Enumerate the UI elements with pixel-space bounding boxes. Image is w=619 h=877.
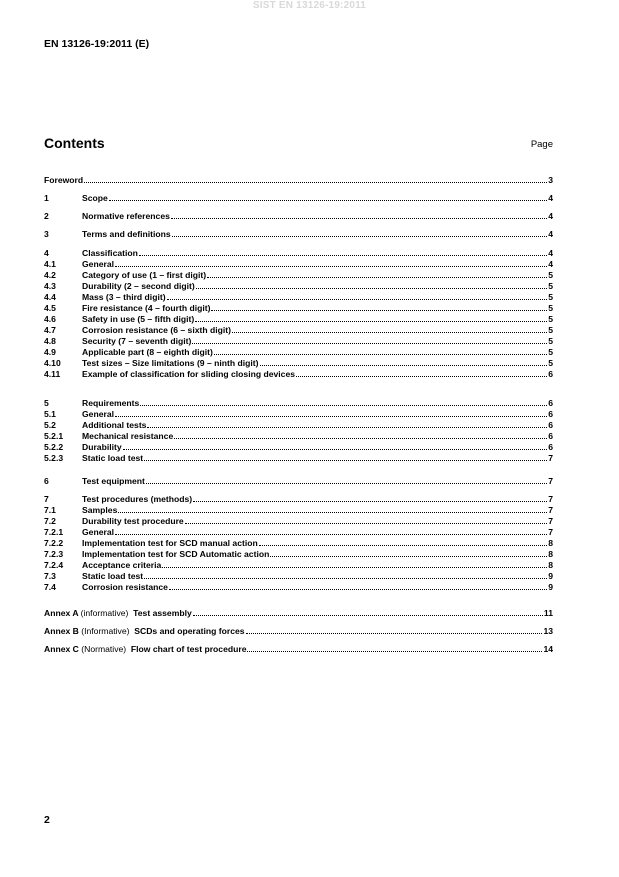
toc-entry-page: 8 [548,560,553,570]
toc-dot-leader [192,336,547,344]
toc-entry-page: 11 [543,608,553,618]
annex-title-group[interactable] [44,608,192,619]
toc-entry[interactable] [44,281,553,292]
toc-entry-page: 9 [548,582,553,592]
toc-entry-page: 6 [548,420,553,430]
toc-dot-leader [193,494,547,502]
toc-entry-number: 7.2.4 [44,560,64,570]
toc-entry-number: 4.4 [44,292,56,302]
toc-entry-number: 5 [44,398,49,408]
toc-dot-leader [260,358,548,366]
toc-entry-page: 4 [548,248,553,258]
toc-entry-title[interactable]: Durability (2 – second digit) [82,281,195,291]
toc-entry[interactable] [44,409,553,420]
toc-entry[interactable] [44,292,553,303]
toc-dot-leader [193,608,543,616]
toc-entry-number: 5.2.1 [44,431,64,441]
toc-dot-leader [115,259,547,267]
toc-entry-page: 5 [548,358,553,368]
toc-dot-leader [259,538,548,546]
toc-entry-title[interactable]: General [82,527,115,537]
toc-dot-leader [144,453,547,461]
toc-entry-title[interactable]: Additional tests [82,420,147,430]
toc-dot-leader [115,409,547,417]
toc-entry-title[interactable]: Mass (3 – third digit) [82,292,166,302]
toc-dot-leader [118,505,547,513]
toc-entry[interactable] [44,571,553,582]
toc-entry-page: 5 [548,303,553,313]
toc-dot-leader [246,626,543,634]
toc-dot-leader [196,281,548,289]
toc-entry[interactable] [44,336,553,347]
annex-title: SCDs and operating forces [134,626,245,636]
toc-entry[interactable] [44,582,553,593]
toc-entry-title[interactable]: Acceptance criteria [82,560,162,570]
toc-entry-number: 4.3 [44,281,56,291]
toc-entry-page: 5 [548,270,553,280]
toc-entry-number: 4.1 [44,259,56,269]
toc-entry-page: 14 [543,644,553,654]
toc-entry[interactable] [44,476,553,487]
toc-entry-title[interactable]: General [82,409,115,419]
toc-entry-number: 7.4 [44,582,56,592]
toc-entry-page: 6 [548,398,553,408]
toc-dot-leader [214,347,547,355]
toc-entry-number: 4.9 [44,347,56,357]
toc-entry[interactable] [44,494,553,505]
toc-entry-page: 6 [548,409,553,419]
annex-label: Annex A [44,608,79,618]
toc-entry-number: 4.7 [44,325,56,335]
toc-entry-number: 4.11 [44,369,61,379]
toc-entry-number: 6 [44,476,49,486]
toc-entry-page: 7 [548,505,553,515]
toc-entry-page: 5 [548,281,553,291]
toc-dot-leader [123,442,548,450]
toc-entry-number: 7.2 [44,516,56,526]
toc-entry[interactable] [44,325,553,336]
toc-dot-leader [270,549,547,557]
toc-annex-entry[interactable] [44,644,553,655]
toc-dot-leader [84,175,547,183]
toc-entry-number: 4.5 [44,303,56,313]
toc-entry[interactable] [44,453,553,464]
toc-dot-leader [211,303,547,311]
toc-dot-leader [174,431,547,439]
toc-entry-number: 1 [44,193,49,203]
toc-entry-page: 6 [548,431,553,441]
annex-qualifier: (informative) [80,608,129,618]
toc-entry-page: 4 [548,259,553,269]
toc-entry-page: 5 [548,347,553,357]
toc-entry-title[interactable]: Normative references [82,211,170,221]
toc-entry-page: 7 [548,494,553,504]
watermark: SIST EN 13126-19:2011 [252,0,367,11]
toc-entry[interactable] [44,369,553,380]
document-id: EN 13126-19:2011 (E) [44,38,150,50]
toc-entry-title[interactable]: Static load test [82,453,144,463]
toc-dot-leader [195,314,547,322]
toc-entry-title[interactable]: Corrosion resistance [82,582,168,592]
toc-entry-title[interactable]: Example of classification for sliding closing devices [82,369,295,379]
toc-dot-leader [115,527,547,535]
toc-dot-leader [139,248,547,256]
toc-entry-title[interactable]: Classification [82,248,138,258]
toc-entry[interactable] [44,314,553,325]
toc-entry-title[interactable]: Applicable part (8 – eighth digit) [82,347,213,357]
annex-title: Test assembly [133,608,192,618]
toc-entry-page: 5 [548,336,553,346]
toc-dot-leader [185,516,548,524]
toc-entry-number: 4.10 [44,358,61,368]
toc-entry-page: 3 [548,175,553,185]
toc-entry-number: 5.2.3 [44,453,64,463]
toc-entry-number: 2 [44,211,49,221]
toc-entry-page: 5 [548,292,553,302]
toc-entry-title[interactable]: Test sizes – Size limitations (9 – ninth digit) [82,358,259,368]
toc-dot-leader [109,193,547,201]
toc-entry-number: 3 [44,229,49,239]
toc-entry-title[interactable]: Requirements [82,398,140,408]
toc-entry-page: 13 [543,626,553,636]
toc-dot-leader [207,270,547,278]
toc-entry-page: 8 [548,549,553,559]
toc-entry[interactable] [44,248,553,259]
toc-entry-title[interactable]: Durability [82,442,122,452]
toc-annex-entry[interactable] [44,608,553,619]
toc-entry-number: 7.3 [44,571,56,581]
toc-entry[interactable] [44,211,553,222]
toc-entry-title[interactable]: Static load test [82,571,144,581]
toc-entry[interactable] [44,538,553,549]
toc-annex-entry[interactable] [44,626,553,637]
toc-entry-page: 6 [548,442,553,452]
page-column-label: Page [530,139,553,150]
toc-entry-page: 4 [548,229,553,239]
toc-entry-page: 8 [548,538,553,548]
toc-entry-page: 5 [548,314,553,324]
toc-dot-leader [247,644,542,652]
toc-entry-number: 4.8 [44,336,56,346]
page-number: 2 [44,814,50,826]
toc-entry[interactable] [44,229,553,240]
annex-label: Annex C [44,644,79,654]
toc-entry-title[interactable]: Corrosion resistance (6 – sixth digit) [82,325,231,335]
toc-entry[interactable] [44,193,553,204]
toc-entry-title[interactable]: Scope [82,193,108,203]
toc-entry-page: 9 [548,571,553,581]
toc-entry-number: 5.1 [44,409,56,419]
toc-dot-leader [296,369,547,377]
toc-dot-leader [232,325,547,333]
toc-entry[interactable] [44,347,553,358]
toc-entry[interactable] [44,442,553,453]
toc-entry-title[interactable]: Security (7 – seventh digit) [82,336,192,346]
toc-entry-title[interactable]: Mechanical resistance [82,431,174,441]
contents-heading: Contents [44,135,105,151]
toc-dot-leader [146,476,547,484]
toc-entry-title[interactable]: General [82,259,115,269]
toc-entry-page: 7 [548,453,553,463]
toc-dot-leader [172,229,548,237]
annex-title-group[interactable] [44,644,246,655]
toc-entry-page: 6 [548,369,553,379]
annex-qualifier: (Informative) [81,626,130,636]
toc-dot-leader [171,211,547,219]
toc-entry[interactable] [44,527,553,538]
toc-entry-title[interactable]: Fire resistance (4 – fourth digit) [82,303,211,313]
toc-entry-number: 4.2 [44,270,56,280]
toc-entry-number: 5.2.2 [44,442,64,452]
toc-entry-number: 7 [44,494,49,504]
toc-entry-title[interactable]: Safety in use (5 – fifth digit) [82,314,195,324]
toc-entry[interactable] [44,560,553,571]
toc-entry-number: 5.2 [44,420,56,430]
annex-title-group[interactable] [44,626,245,637]
toc-entry-title[interactable]: Samples [82,505,118,515]
toc-entry-title[interactable]: Test equipment [82,476,145,486]
toc-entry[interactable] [44,505,553,516]
toc-entry[interactable] [44,358,553,369]
toc-dot-leader [167,292,548,300]
toc-entry-title[interactable]: Implementation test for SCD Automatic action [82,549,270,559]
toc-entry-number: 4.6 [44,314,56,324]
toc-entry-title[interactable]: Category of use (1 – first digit) [82,270,207,280]
toc-entry-page: 5 [548,325,553,335]
toc-entry-title[interactable]: Implementation test for SCD manual action [82,538,258,548]
toc-entry-number: 7.2.1 [44,527,64,537]
toc-entry-title[interactable]: Terms and definitions [82,229,171,239]
toc-entry-number: 7.2.2 [44,538,64,548]
toc-dot-leader [147,420,547,428]
toc-entry[interactable] [44,175,553,186]
toc-entry-page: 4 [548,193,553,203]
annex-qualifier: (Normative) [81,644,127,654]
toc-entry-title[interactable]: Durability test procedure [82,516,184,526]
toc-entry-title[interactable]: Test procedures (methods) [82,494,193,504]
toc-entry[interactable] [44,270,553,281]
annex-title: Flow chart of test procedure [130,644,247,654]
toc-entry[interactable] [44,398,553,409]
toc-entry[interactable] [44,303,553,314]
toc-dot-leader [140,398,547,406]
toc-entry[interactable] [44,516,553,527]
toc-entry[interactable] [44,431,553,442]
toc-entry-page: 4 [548,211,553,221]
toc-dot-leader [169,582,547,590]
toc-entry-page: 7 [548,527,553,537]
toc-entry[interactable] [44,549,553,560]
toc-entry-number: 7.2.3 [44,549,64,559]
annex-label: Annex B [44,626,79,636]
toc-entry[interactable] [44,420,553,431]
toc-entry-number: 4 [44,248,49,258]
toc-entry-page: 7 [548,516,553,526]
toc-dot-leader [144,571,547,579]
toc-entry-page: 7 [548,476,553,486]
toc-entry-title[interactable]: Foreword [44,175,84,185]
toc-entry[interactable] [44,259,553,270]
toc-entry-number: 7.1 [44,505,56,515]
toc-dot-leader [162,560,547,568]
